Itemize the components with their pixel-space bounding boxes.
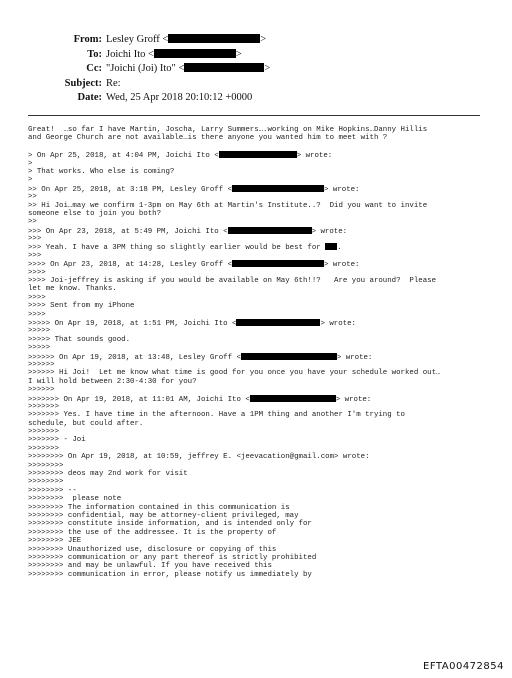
body-text: > wrote: <box>324 185 360 194</box>
body-line <box>28 260 498 268</box>
body-line <box>28 562 498 570</box>
cc-name: "Joichi (Joi) Ito" < <box>106 63 185 74</box>
body-line <box>28 554 498 562</box>
body-line <box>28 487 498 495</box>
body-text: >>>>> On Apr 19, 2018, at 1:51 PM, Joichi Ito < <box>28 319 237 328</box>
body-line <box>28 420 498 428</box>
body-line <box>28 193 498 201</box>
body-text: >>>>>>>> Unauthorized use, disclosure or copying of this <box>28 545 277 554</box>
body-text: >>>>>>>> please note <box>28 495 122 504</box>
to-close: > <box>235 48 242 60</box>
to-label: To: <box>87 48 102 60</box>
redaction-box <box>232 260 324 267</box>
body-text: >>>>>>>> -- <box>28 486 77 495</box>
date-row <box>0 91 512 106</box>
from-label: From: <box>73 34 102 45</box>
to-value <box>106 48 242 63</box>
body-text: >>>> <box>28 293 46 302</box>
body-line <box>28 277 498 285</box>
body-text: let me know. Thanks. <box>28 285 117 294</box>
to-name: Joichi Ito < <box>106 48 154 60</box>
body-text: . <box>337 244 342 253</box>
body-line <box>28 378 498 386</box>
body-text: >>>>>>> On Apr 19, 2018, at 11:01 AM, Joichi Ito < <box>28 395 250 404</box>
body-text: >>>>>>>> communication in error, please notify us immediately by <box>28 570 312 579</box>
body-line <box>28 361 498 369</box>
body-text: >>>>>>>> confidential, may be attorney-client privileged, may <box>28 511 299 520</box>
email-body <box>28 126 498 579</box>
body-text: >>>> Joi-jeffrey is asking if you would be available on May 6th!!? Are you around? Please <box>28 277 437 286</box>
body-text: >>>>>>> - Joi <box>28 436 86 445</box>
body-line <box>28 411 498 419</box>
body-text: >>>>>>>> <box>28 461 64 470</box>
body-line <box>28 495 498 503</box>
body-line <box>28 168 498 176</box>
body-text: > wrote: <box>311 227 348 236</box>
body-line <box>28 353 498 361</box>
bates-number: EFTA00472854 <box>423 661 504 672</box>
body-text: I will hold between 2:30-4:30 for you? <box>28 377 197 386</box>
body-text: > wrote: <box>324 261 360 270</box>
body-line <box>28 453 498 461</box>
body-text: >>>>>> <box>28 386 55 395</box>
body-line <box>28 160 498 168</box>
body-line <box>28 395 498 403</box>
body-text: >>> <box>28 235 42 244</box>
body-text: >>>>>> On Apr 19, 2018, at 13:48, Lesley Groff < <box>28 353 241 362</box>
redaction-box <box>241 353 337 360</box>
body-line <box>28 126 498 134</box>
body-line <box>28 252 498 260</box>
body-line <box>28 218 498 226</box>
body-text: >>>>>>> <box>28 428 60 437</box>
body-text: > That works. Who else is coming? <box>28 167 175 176</box>
from-row <box>0 33 512 48</box>
from-name: Lesley Groff < <box>106 34 169 45</box>
body-text: >>> Yeah. I have a 3PM thing so slightly earlier would be best for <box>28 244 326 253</box>
body-text: > wrote: <box>335 395 372 404</box>
body-line <box>28 285 498 293</box>
body-text: >> On Apr 25, 2018, at 3:18 PM, Lesley Groff < <box>28 185 233 194</box>
body-text: >>>>>>>> <box>28 478 64 487</box>
body-text: >>>>>>>> the use of the addressee. It is the property of <box>28 528 277 537</box>
date-label: Date: <box>77 92 102 103</box>
body-line <box>28 302 498 310</box>
body-text: > On Apr 25, 2018, at 4:04 PM, Joichi Ito < <box>28 152 219 161</box>
body-line <box>28 269 498 277</box>
body-text: >>> On Apr 23, 2018, at 5:49 PM, Joichi Ito < <box>28 227 228 236</box>
body-text: >>>>>>>> and may be unlawful. If you have received this <box>28 562 272 571</box>
body-text: >>>>>>> Yes. I have time in the afternoon. Have a 1PM thing and another I'm trying to <box>28 411 405 420</box>
body-line <box>28 344 498 352</box>
body-text: >>>>>>>> deos may 2nd work for visit <box>28 470 188 479</box>
body-line <box>28 227 498 235</box>
body-line <box>28 202 498 210</box>
cc-value <box>106 62 270 77</box>
body-text: >>>>>>> <box>28 402 60 411</box>
email-header <box>0 33 512 106</box>
subject-label: Subject: <box>64 77 102 89</box>
body-text: > wrote: <box>320 319 356 328</box>
body-text: >>>>>>>> JEE <box>28 537 82 546</box>
body-text: >>>>>>>> The information contained in this communication is <box>28 503 290 512</box>
body-line <box>28 512 498 520</box>
cc-row <box>0 62 512 77</box>
cc-close: > <box>264 63 271 74</box>
body-text: > wrote: <box>336 353 373 362</box>
redaction-box <box>168 34 260 43</box>
body-text: schedule, but could after. <box>28 419 144 428</box>
body-text: Great! …so far I have Martin, Joscha, Larry Summers….working on Mike Hopkins…Danny Hillis <box>28 126 428 134</box>
body-line <box>28 235 498 243</box>
body-text: >>>>>>>> constitute inside information, and is intended only for <box>28 520 312 529</box>
date-value: Wed, 25 Apr 2018 20:10:12 +0000 <box>106 92 253 103</box>
body-text: >>>> <box>28 268 46 277</box>
body-line <box>28 319 498 327</box>
body-text: >>>> <box>28 310 46 319</box>
body-text: >>>>>> Hi Joi! Let me know what time is good for you once you have your schedule worked out… <box>28 369 441 378</box>
body-line <box>28 369 498 377</box>
redaction-box <box>219 151 297 158</box>
body-text: and George Church are not available…is there anyone you wanted him to meet with ? <box>28 134 388 143</box>
body-line <box>28 386 498 394</box>
subject-row <box>0 77 512 92</box>
body-line <box>28 294 498 302</box>
from-value <box>106 33 266 48</box>
body-text: >> <box>28 218 37 227</box>
body-line <box>28 151 498 159</box>
body-text: >> <box>28 193 37 202</box>
body-line <box>28 537 498 545</box>
body-line <box>28 445 498 453</box>
body-line <box>28 210 498 218</box>
body-line <box>28 470 498 478</box>
body-line <box>28 327 498 335</box>
cc-label: Cc: <box>86 63 102 74</box>
header-divider <box>28 115 480 116</box>
body-text: >>>>> <box>28 327 51 336</box>
body-line <box>28 478 498 486</box>
body-line <box>28 403 498 411</box>
to-row <box>0 48 512 63</box>
body-line <box>28 529 498 537</box>
body-text: >> Hi Joi…may we confirm 1-3pm on May 6th at Martin's Institute..? Did you want to invite <box>28 201 428 210</box>
redaction-box <box>250 395 336 402</box>
body-line <box>28 436 498 444</box>
body-text: > wrote: <box>296 152 333 161</box>
body-line <box>28 311 498 319</box>
body-text: someone else to join you both? <box>28 209 162 218</box>
body-line <box>28 428 498 436</box>
body-line <box>28 546 498 554</box>
body-line <box>28 176 498 184</box>
body-line <box>28 243 498 251</box>
body-text: > <box>28 176 33 185</box>
body-line <box>28 134 498 142</box>
body-line <box>28 185 498 193</box>
body-text: >>>>>>>> On Apr 19, 2018, at 10:59, jeffrey E. <jeevacation@gmail.com> wrote: <box>28 453 370 462</box>
subject-value: Re: <box>106 77 121 89</box>
body-text: >>>>>>> <box>28 444 60 453</box>
redaction-box <box>236 319 320 326</box>
body-text: >>>>> That sounds good. <box>28 335 131 344</box>
body-text: >>>> Sent from my iPhone <box>28 302 135 311</box>
body-line <box>28 504 498 512</box>
body-line <box>28 336 498 344</box>
body-line <box>28 520 498 528</box>
redaction-box <box>154 49 236 58</box>
from-close: > <box>260 34 267 45</box>
body-text: >>>>>> <box>28 360 55 369</box>
body-line <box>28 571 498 579</box>
body-text: >>>>> <box>28 344 51 353</box>
redaction-box <box>232 185 324 192</box>
redaction-box <box>228 227 312 234</box>
body-line <box>28 143 498 151</box>
body-text: >>>> On Apr 23, 2018, at 14:28, Lesley Groff < <box>28 261 233 270</box>
redaction-box <box>184 63 264 72</box>
body-line <box>28 462 498 470</box>
body-text: > <box>28 159 33 168</box>
body-text: >>>>>>>> communication or any part thereof is strictly prohibited <box>28 553 317 562</box>
redaction-box <box>325 243 337 250</box>
body-text: >>> <box>28 251 42 260</box>
